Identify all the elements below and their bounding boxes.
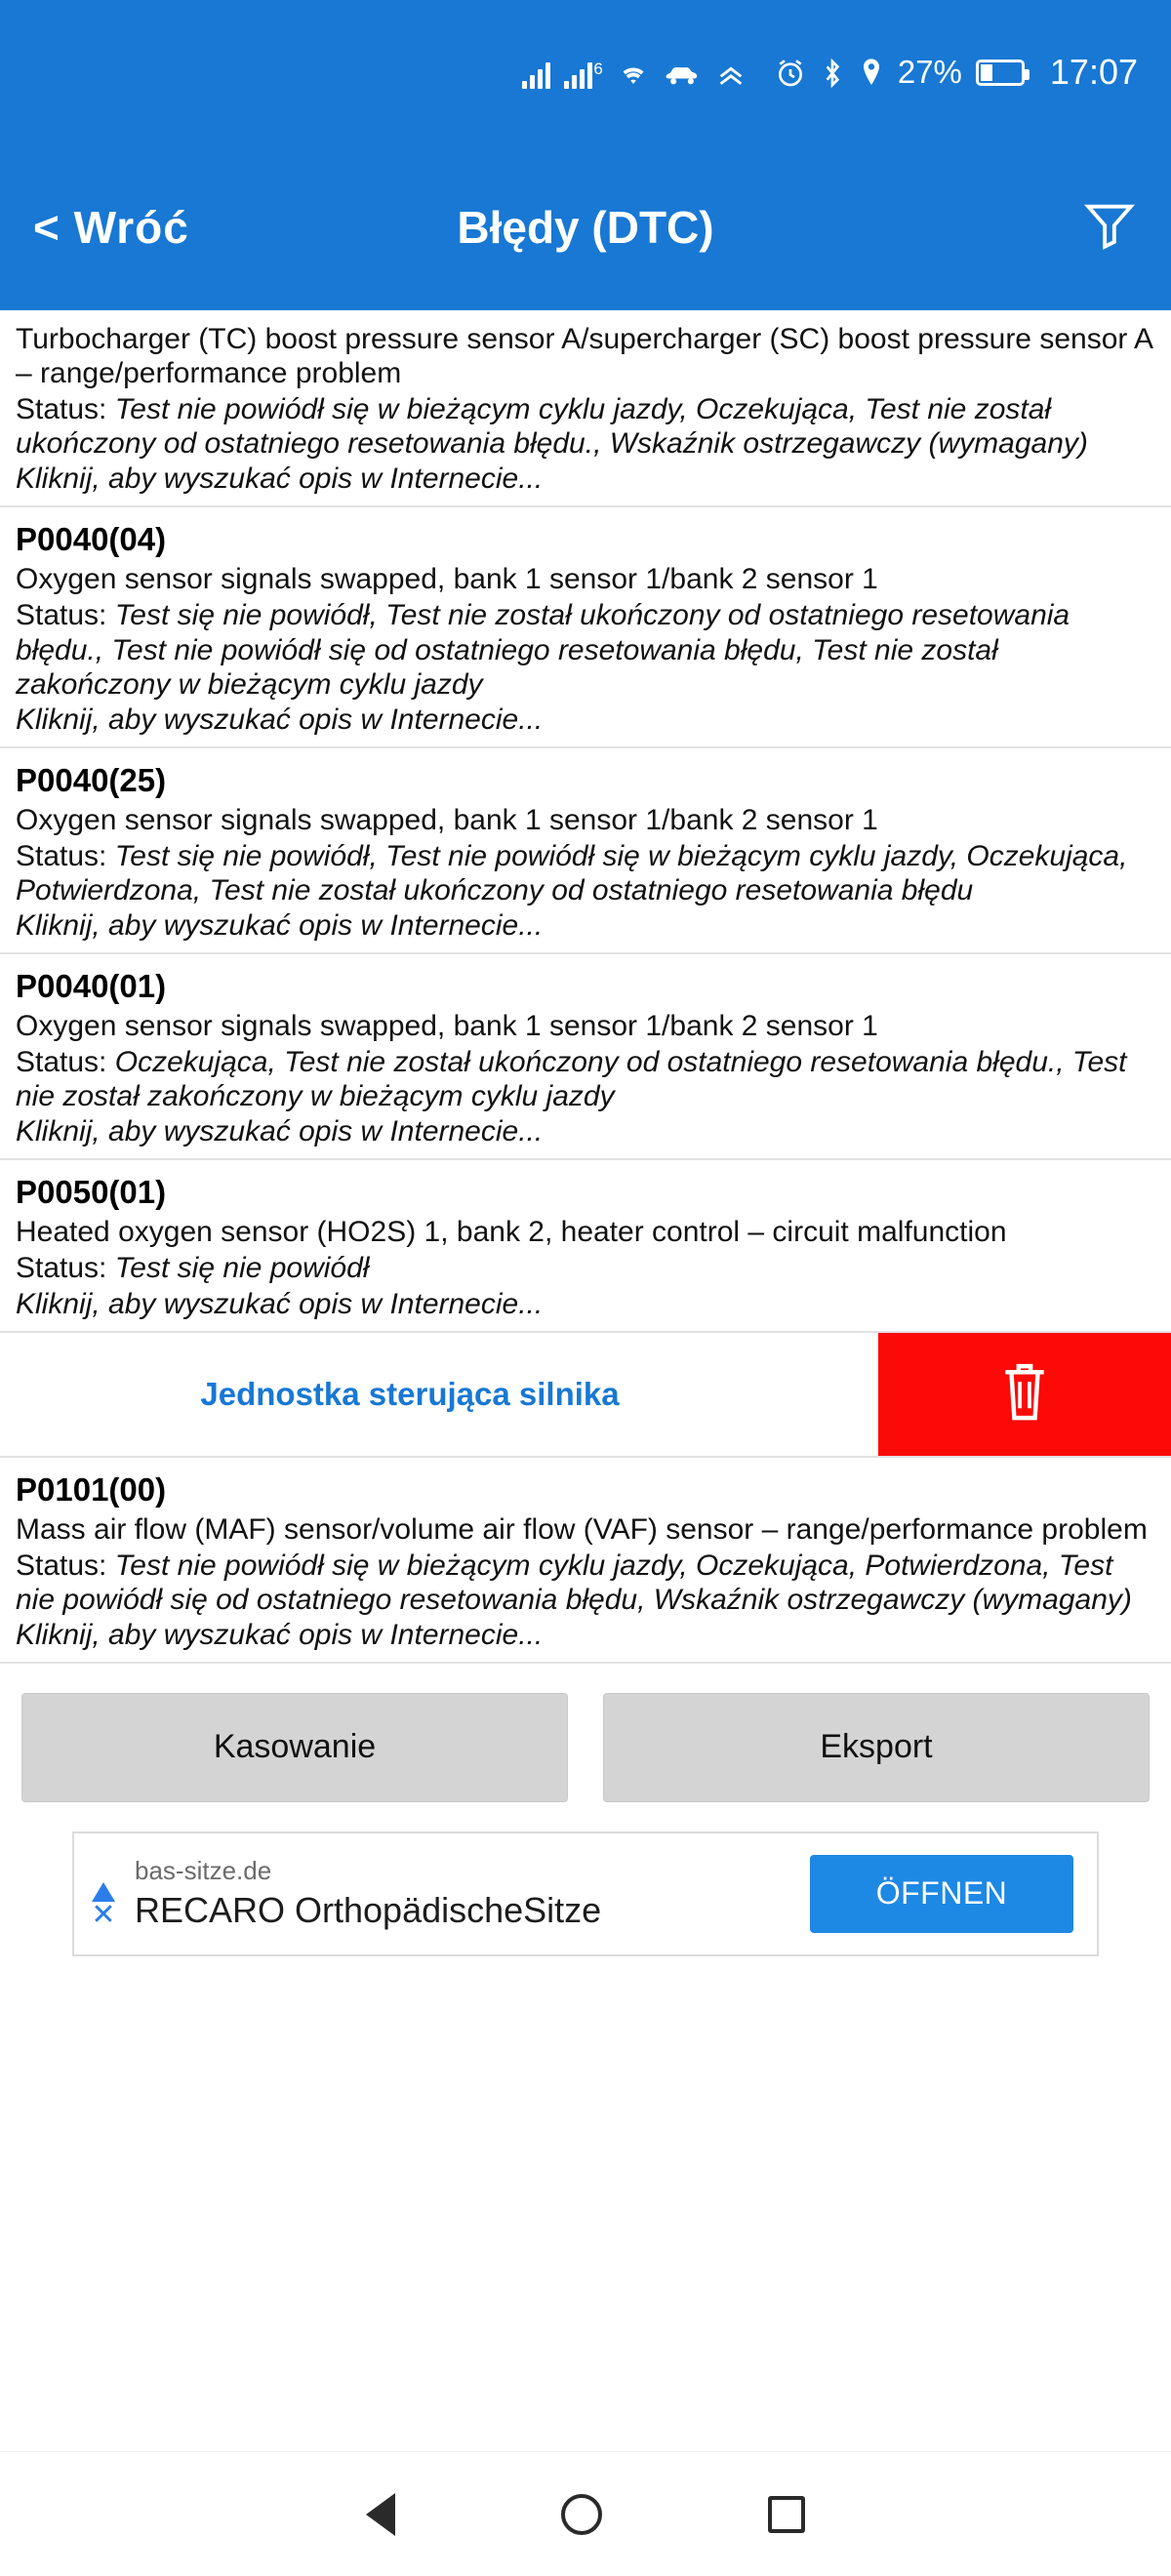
signal-bars-icon: [522, 56, 550, 89]
dtc-search-link[interactable]: Kliknij, aby wyszukać opis w Internecie...: [16, 1287, 544, 1320]
dtc-search-link[interactable]: Kliknij, aby wyszukać opis w Internecie...: [16, 1115, 544, 1148]
dtc-description: Mass air flow (MAF) sensor/volume air flow (VAF) sensor – range/performance problem: [16, 1512, 1148, 1546]
dtc-description: Heated oxygen sensor (HO2S) 1, bank 2, heater control – circuit malfunction: [16, 1216, 1007, 1249]
back-button[interactable]: < Wróć: [33, 202, 189, 253]
dtc-status-label: Status:: [16, 1046, 107, 1079]
status-icons: [522, 52, 1138, 93]
ad-cta-button[interactable]: ÖFFNEN: [810, 1855, 1073, 1933]
dtc-status: [16, 839, 1155, 907]
dtc-search-link[interactable]: Kliknij, aby wyszukać opis w Internecie...: [16, 909, 544, 943]
dtc-status-value: Test się nie powiódł, Test nie został ukończony od ostatniego resetowania błędu., Test nie powiódł się od ostatniego resetowania błędu, Test nie został zakończony w bieżącym cyklu jazdy: [16, 599, 1070, 701]
app-bar: [0, 144, 1171, 310]
dtc-code: P0040(04): [16, 521, 167, 558]
close-icon[interactable]: ✕: [91, 1898, 116, 1931]
network-generation-label: 6: [593, 60, 603, 78]
bluetooth-icon: [820, 56, 845, 89]
action-buttons: [0, 1664, 1171, 1820]
nav-home-icon[interactable]: [561, 2494, 602, 2535]
dtc-status-value: Test się nie powiódł: [114, 1252, 370, 1285]
dtc-search-link[interactable]: Kliknij, aby wyszukać opis w Internecie...: [16, 463, 544, 496]
ad-title: RECARO OrthopädischeSitze: [135, 1890, 602, 1931]
ad-text: [135, 1856, 601, 1931]
dtc-status: [16, 1549, 1155, 1617]
dtc-code: P0040(01): [16, 968, 167, 1005]
location-icon: [859, 56, 884, 89]
list-item[interactable]: [0, 310, 1171, 507]
signal-bars-6g-icon: [564, 56, 602, 89]
dtc-description: Turbocharger (TC) boost pressure sensor A/supercharger (SC) boost pressure sensor A – range/performance problem: [16, 323, 1152, 390]
export-button[interactable]: Eksport: [603, 1693, 1150, 1802]
dtc-search-link[interactable]: Kliknij, aby wyszukać opis w Internecie...: [16, 703, 544, 736]
nav-recent-icon[interactable]: [768, 2496, 805, 2533]
dtc-status: [16, 392, 1155, 461]
clear-codes-button[interactable]: Kasowanie: [21, 1693, 568, 1802]
dtc-status-label: Status:: [16, 393, 107, 426]
ad-banner[interactable]: [72, 1831, 1099, 1956]
system-nav-bar: [0, 2451, 1171, 2576]
delete-button[interactable]: [878, 1333, 1171, 1456]
nav-back-icon[interactable]: [366, 2493, 395, 2536]
list-item[interactable]: [0, 748, 1171, 954]
battery-icon: [976, 60, 1025, 86]
dtc-status: [16, 598, 1155, 701]
ecu-group-row[interactable]: [0, 1333, 1171, 1458]
filter-icon[interactable]: [1081, 197, 1138, 259]
dtc-status-label: Status:: [16, 599, 107, 632]
page-title: Błędy (DTC): [457, 202, 714, 253]
ad-markers: [84, 1882, 123, 1931]
list-item[interactable]: [0, 1160, 1171, 1332]
list-item[interactable]: [0, 1458, 1171, 1664]
dtc-status-value: Oczekująca, Test nie został ukończony od ostatniego resetowania błędu., Test nie został zakończony w bieżącym cyklu jazdy: [16, 1046, 1127, 1113]
battery-percent-label: 27%: [897, 54, 962, 90]
dtc-description: Oxygen sensor signals swapped, bank 1 sensor 1/bank 2 sensor 1: [16, 1010, 878, 1043]
dtc-description: Oxygen sensor signals swapped, bank 1 sensor 1/bank 2 sensor 1: [16, 803, 878, 836]
trash-icon: [995, 1355, 1054, 1432]
ad-url: bas-sitze.de: [135, 1856, 272, 1886]
dtc-status: [16, 1045, 1155, 1113]
dtc-status-label: Status:: [16, 1549, 107, 1582]
clock-label: 17:07: [1049, 52, 1138, 92]
alarm-icon: [775, 56, 806, 89]
dtc-status-value: Test się nie powiódł, Test nie powiódł się w bieżącym cyklu jazdy, Oczekująca, Potwierdzona, Test nie został ukończony od ostatniego resetowania błędu: [16, 839, 1128, 906]
car-icon: [664, 56, 701, 89]
list-item[interactable]: [0, 507, 1171, 747]
wifi-icon: [617, 56, 650, 89]
dtc-description: Oxygen sensor signals swapped, bank 1 sensor 1/bank 2 sensor 1: [16, 563, 878, 596]
ad-banner-wrapper: [0, 1820, 1171, 1974]
dtc-search-link[interactable]: Kliknij, aby wyszukać opis w Internecie...: [16, 1618, 544, 1651]
dtc-code: P0040(25): [16, 761, 167, 798]
data-transfer-icon: [714, 56, 747, 89]
dtc-code: P0101(00): [16, 1470, 167, 1508]
list-item[interactable]: [0, 954, 1171, 1160]
dtc-status-value: Test nie powiódł się w bieżącym cyklu jazdy, Oczekująca, Potwierdzona, Test nie powiódł się od ostatniego resetowania błędu, Wskaźnik ostrzegawczy (wymagany): [16, 1549, 1132, 1616]
dtc-status-label: Status:: [16, 839, 107, 872]
dtc-code: P0050(01): [16, 1174, 167, 1211]
dtc-status-label: Status:: [16, 1252, 107, 1285]
dtc-list: [0, 310, 1171, 1664]
ecu-group-label: Jednostka sterująca silnika: [200, 1375, 620, 1412]
dtc-status: [16, 1251, 1155, 1285]
dtc-status-value: Test nie powiódł się w bieżącym cyklu jazdy, Oczekująca, Test nie został ukończony od ostatniego resetowania błędu., Wskaźnik ostrzegawczy (wymagany): [16, 393, 1088, 461]
status-bar: [0, 0, 1171, 144]
